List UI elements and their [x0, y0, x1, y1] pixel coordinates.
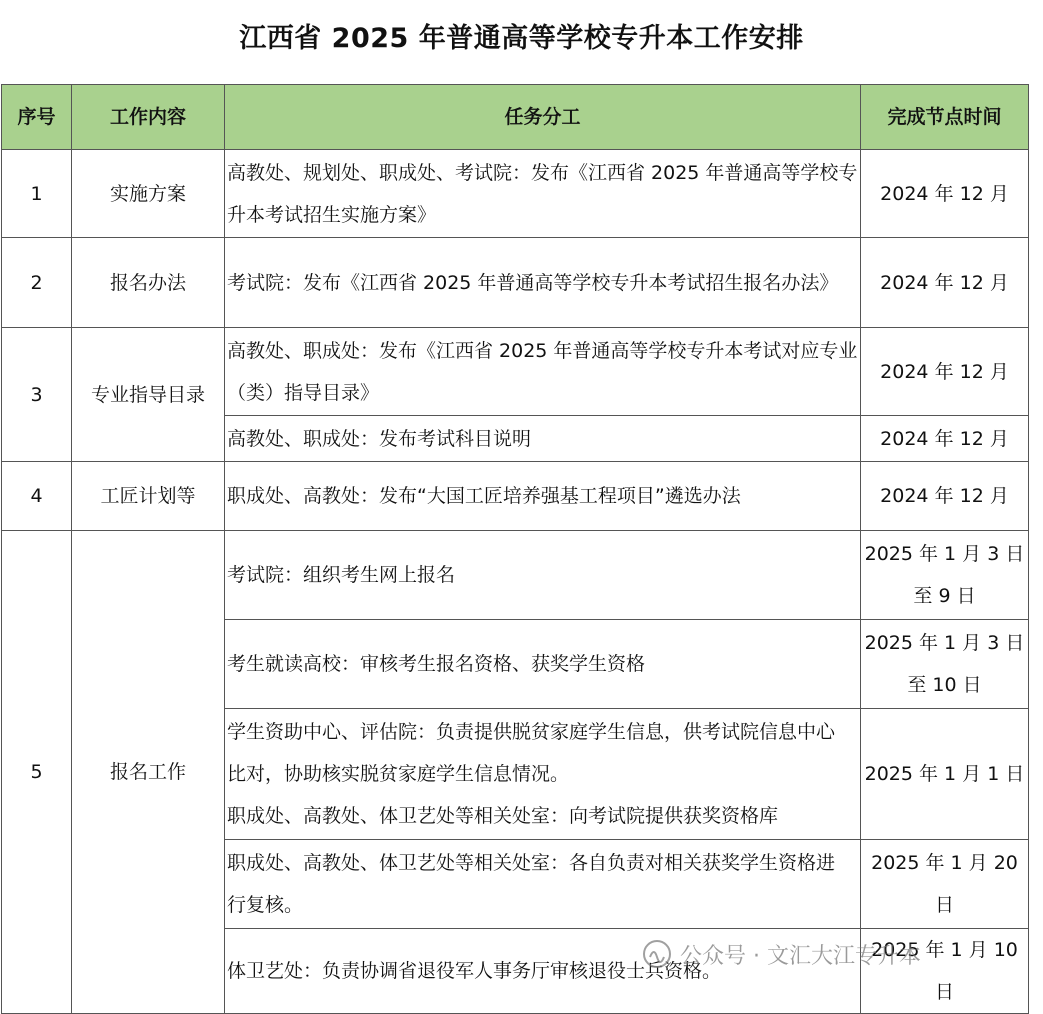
time-line: 2025 年 1 月 3 日	[864, 543, 1025, 565]
content-cell: 报名办法	[72, 238, 225, 328]
task-line: 高教处、职成处：发布考试科目说明	[227, 427, 532, 450]
page-title: 江西省 2025 年普通高等学校专升本工作安排	[239, 23, 804, 54]
schedule-table	[1, 84, 1029, 1014]
task-cell	[225, 620, 861, 709]
task-line: 考试院：组织考生网上报名	[227, 564, 456, 586]
task-cell	[225, 462, 861, 531]
seq-cell: 5	[2, 531, 72, 1014]
task-line: 升本考试招生实施方案》	[227, 203, 437, 226]
task-cell	[225, 328, 861, 416]
task-cell	[225, 150, 861, 238]
content-cell: 工匠计划等	[72, 462, 225, 531]
task-line: 职成处、高教处、体卫艺处等相关处室：各自负责对相关获奖学生资格进	[227, 852, 836, 874]
table-row	[2, 531, 1029, 620]
task-cell	[225, 929, 861, 1014]
task-line: 考生就读高校：审核考生报名资格、获奖学生资格	[227, 653, 646, 675]
time-cell	[861, 416, 1029, 462]
time-line: 2024 年 12 月	[880, 427, 1009, 450]
time-line: 2024 年 12 月	[880, 182, 1009, 205]
content-cell: 实施方案	[72, 150, 225, 238]
time-cell	[861, 929, 1029, 1014]
watermark-text: 公众号 · 文汇大江专升本	[680, 943, 921, 969]
seq-cell: 4	[2, 462, 72, 531]
time-line: 2024 年 12 月	[880, 271, 1009, 294]
time-line: 2024 年 12 月	[880, 485, 1009, 507]
seq-cell: 2	[2, 238, 72, 328]
task-line: 高教处、规划处、职成处、考试院：发布《江西省 2025 年普通高等学校专	[227, 161, 858, 184]
table-row	[2, 150, 1029, 238]
task-cell	[225, 531, 861, 620]
task-cell	[225, 709, 861, 840]
time-line: 至 9 日	[913, 585, 976, 607]
header-content: 工作内容	[72, 85, 225, 150]
table-row	[2, 462, 1029, 531]
time-cell	[861, 840, 1029, 929]
task-cell	[225, 416, 861, 462]
header-task: 任务分工	[225, 85, 861, 150]
content-cell: 专业指导目录	[72, 328, 225, 462]
content-cell: 报名工作	[72, 531, 225, 1014]
time-line: 至 10 日	[907, 674, 982, 696]
seq-cell: 3	[2, 328, 72, 462]
task-line: 体卫艺处：负责协调省退役军人事务厅审核退役士兵资格。	[227, 960, 722, 982]
task-line: 考试院：发布《江西省 2025 年普通高等学校专升本考试招生报名办法》	[227, 271, 839, 294]
time-line: 2025 年 1 月 3 日	[864, 632, 1025, 654]
task-line: 职成处、高教处：发布“大国工匠培养强基工程项目”遴选办法	[227, 485, 741, 507]
time-cell	[861, 462, 1029, 531]
task-line: 行复核。	[227, 894, 304, 916]
task-line: 学生资助中心、评估院：负责提供脱贫家庭学生信息，供考试院信息中心	[227, 721, 836, 743]
task-cell	[225, 840, 861, 929]
time-cell	[861, 238, 1029, 328]
task-line: 比对，协助核实脱贫家庭学生信息情况。	[227, 763, 570, 785]
time-cell	[861, 531, 1029, 620]
task-line: （类）指导目录》	[227, 381, 380, 404]
time-cell	[861, 620, 1029, 709]
seq-cell: 1	[2, 150, 72, 238]
time-line: 2024 年 12 月	[880, 360, 1009, 383]
table-row	[2, 238, 1029, 328]
time-line: 2025 年 1 月 20 日	[871, 852, 1018, 916]
task-line: 高教处、职成处：发布《江西省 2025 年普通高等学校专升本考试对应专业	[227, 339, 858, 362]
header-seq: 序号	[2, 85, 72, 150]
task-cell	[225, 238, 861, 328]
time-cell	[861, 328, 1029, 416]
header-time: 完成节点时间	[861, 85, 1029, 150]
time-cell	[861, 709, 1029, 840]
table-row	[2, 328, 1029, 416]
header-row	[2, 85, 1029, 150]
time-cell	[861, 150, 1029, 238]
time-line: 2025 年 1 月 1 日	[864, 763, 1025, 785]
task-line: 职成处、高教处、体卫艺处等相关处室：向考试院提供获奖资格库	[227, 805, 779, 827]
time-line: 2025 年 1 月 10 日	[871, 939, 1018, 1003]
